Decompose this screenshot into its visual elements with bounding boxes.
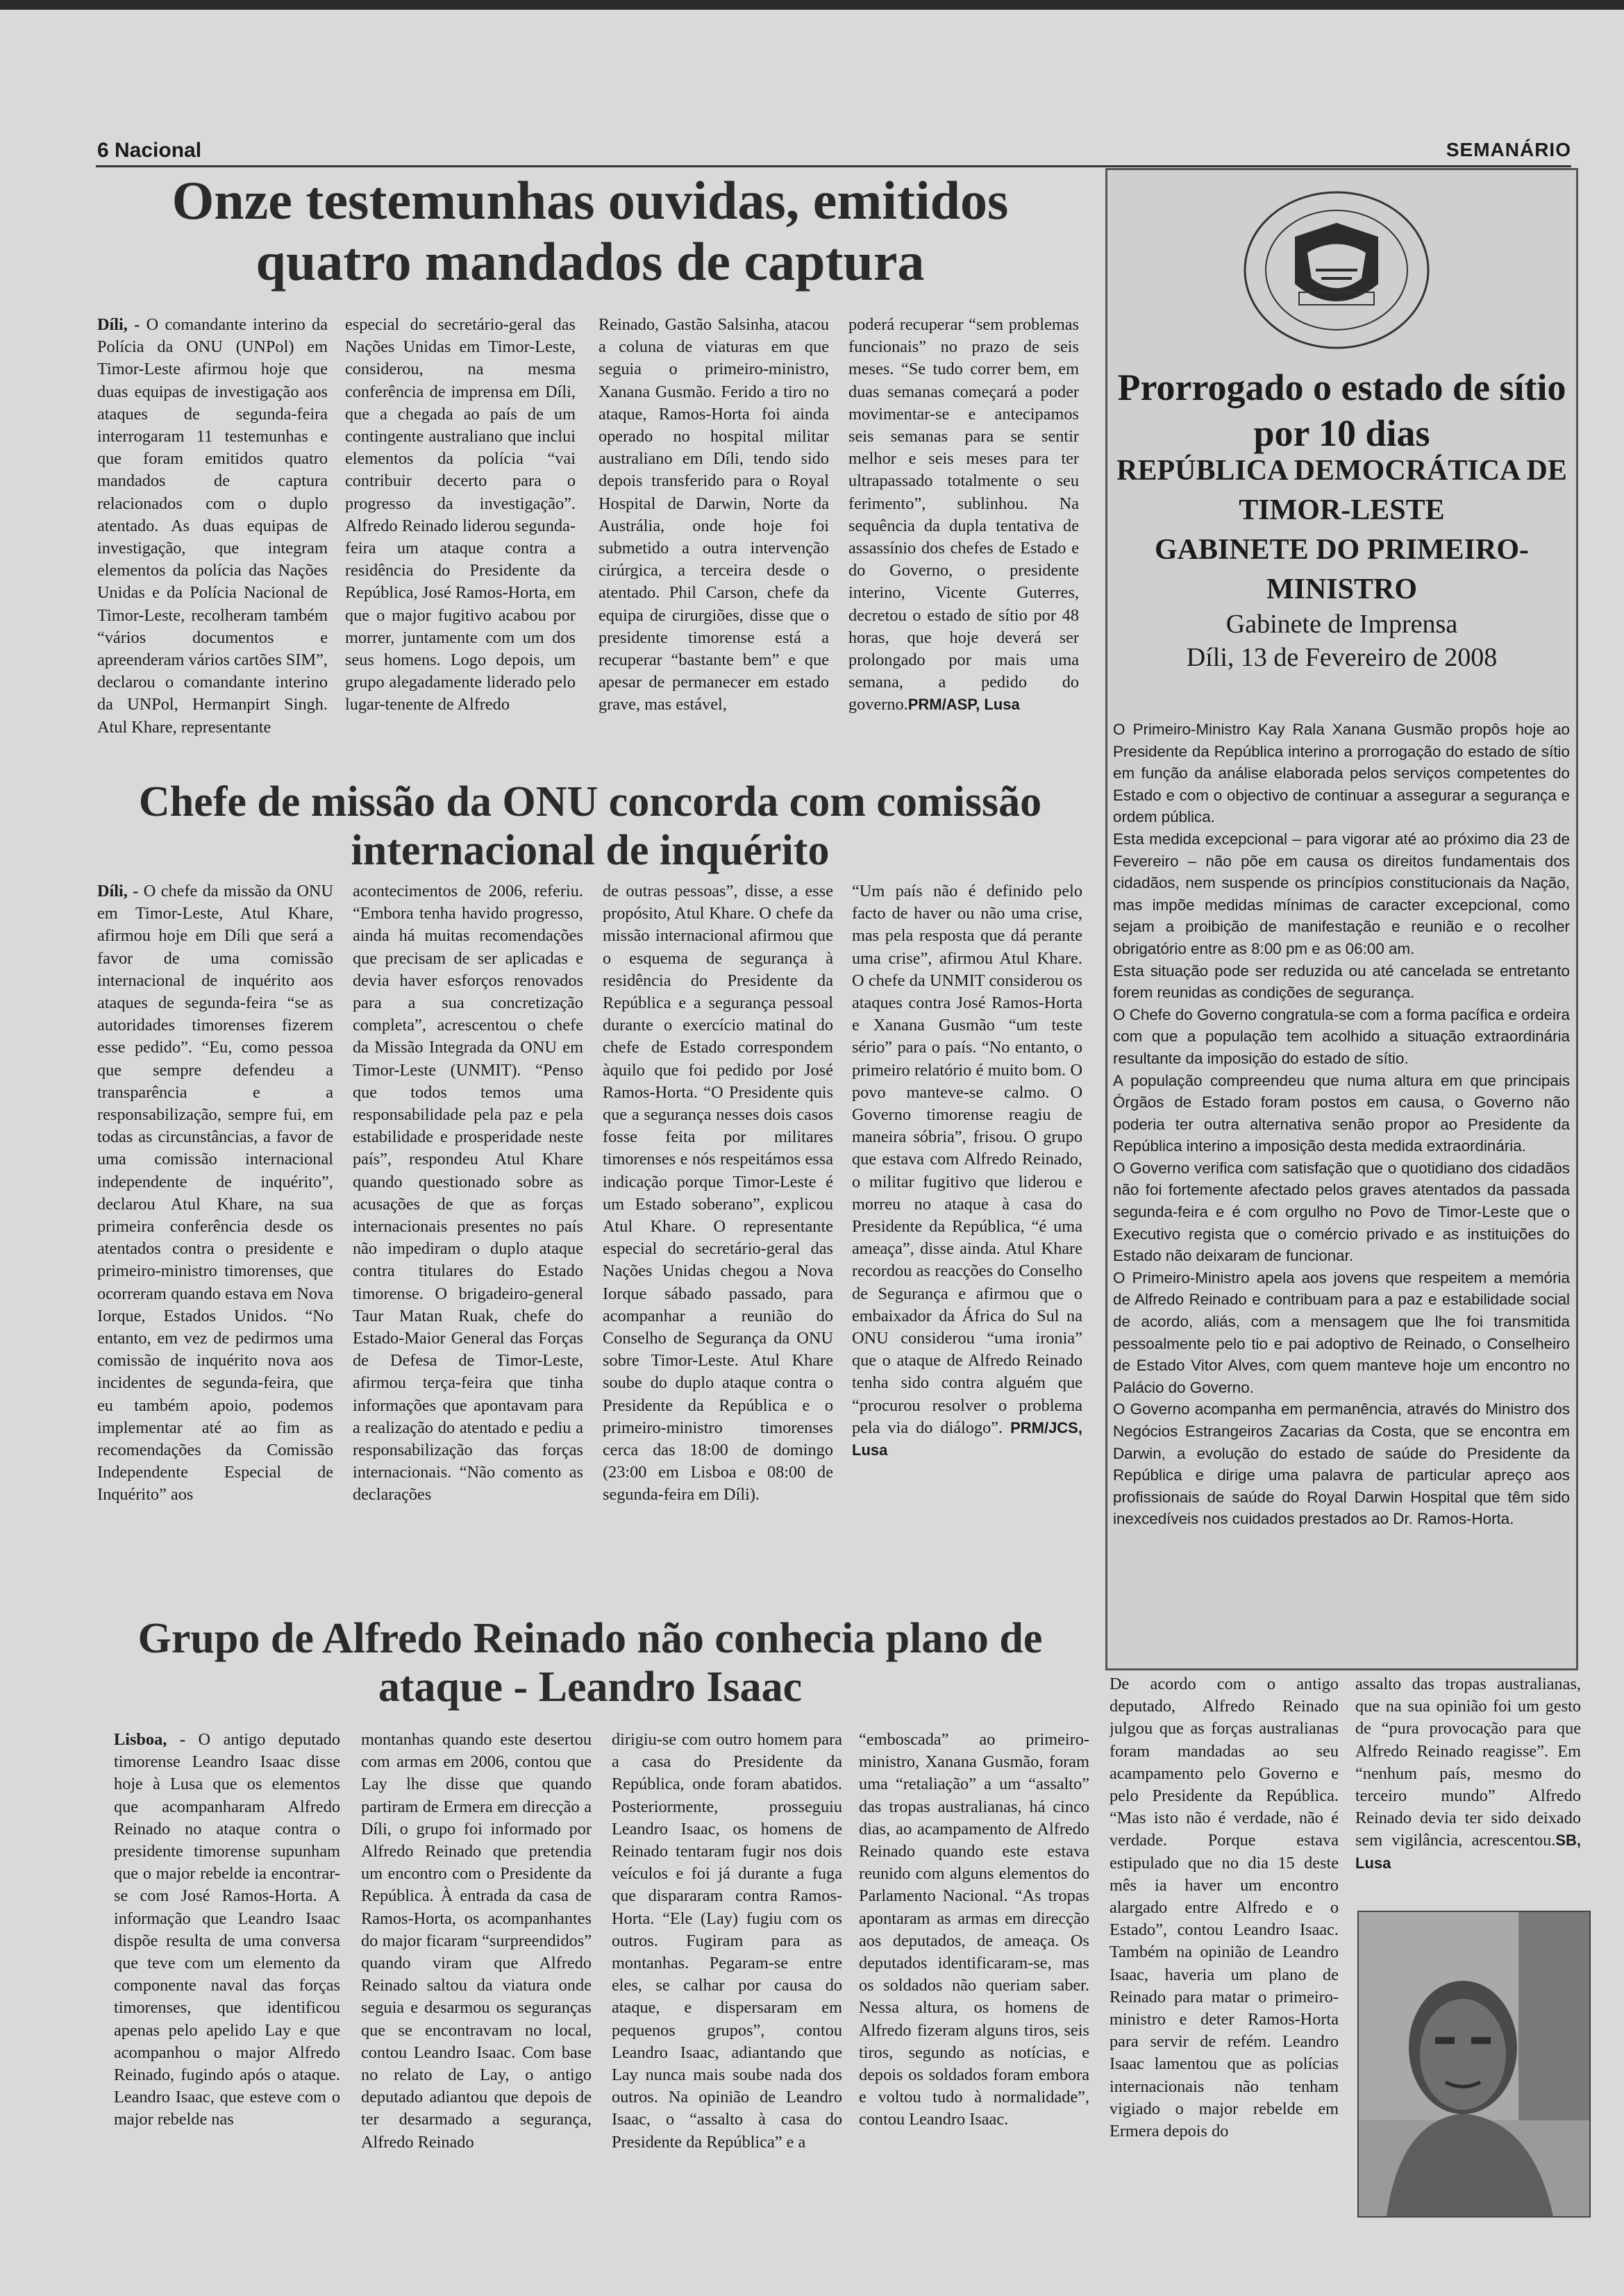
article-3-column-4 xyxy=(859,1729,1089,2230)
page-header xyxy=(96,139,1571,167)
article-3-column-5 xyxy=(1110,1673,1339,2229)
statement-paragraph: A população compreendeu que numa altura em que principais Órgãos de Estado foram postos em causa, o Governo não poderia ter outra alternativa senão propor ao Presidente da República interino a imposição desta medida extraordinária. xyxy=(1113,1071,1570,1155)
article-1-column-1 xyxy=(97,314,328,780)
cabinet-name: GABINETE DO PRIMEIRO-MINISTRO xyxy=(1154,534,1530,605)
statement-title: Prorrogado o estado de sítio por 10 dias xyxy=(1117,367,1566,454)
page-top-border xyxy=(0,0,1624,10)
republic-name: REPÚBLICA DEMOCRÁTICA DE TIMOR-LESTE xyxy=(1116,455,1567,526)
statement-paragraph: O Primeiro-Ministro apela aos jovens que respeitem a memória de Alfredo Reinado e contribuam para a paz e estabilidade social de acordo, aliás, com a mensagem que lhe foi transmitida pessoalmente pelo tio e pai adoptivo de Reinado, o Conselheiro de Estado Vitor Alves, com quem manteve hoje um encontro no Palácio do Governo. xyxy=(1113,1268,1570,1396)
statement-date: Díli, 13 de Fevereiro de 2008 xyxy=(1186,643,1498,672)
article-1-column-2 xyxy=(345,314,576,780)
article-3-dateline: Lisboa, - xyxy=(114,1730,185,1749)
article-1-headline: Onze testemunhas ouvidas, emitidos quatro mandados de captura xyxy=(171,170,1009,292)
article-3-text-6: assalto das tropas australianas, que na sua opinião foi um gesto de “pura provocação para que Alfredo Reinado reagisse”. Em “nenhum país, mesmo do terceiro mundo” Alfredo Reinado devia ter sido deixado sem vigilância, acrescentou. xyxy=(1355,1675,1581,1850)
article-1-text-1: O comandante interino da Polícia da ONU (UNPol) em Timor-Leste afirmou hoje que duas equipas de investigação aos ataques de segunda-feira interrogaram 11 testemunhas e que foram emitidos quatro mandados de captura relacionados com o duplo atentado. As duas equipas de investigação, que integram elementos da polícia das Nações Unidas e da Polícia Nacional de Timor-Leste, recolheram também “vários documentos e apreenderam vários cartões SIM”, declarou o comandante interino da UNPol, Hermanpirt Singh. Atul Khare, representante xyxy=(97,315,328,737)
statement-paragraph: O Governo verifica com satisfação que o quotidiano dos cidadãos não foi fortemente afectado pelos graves atentados da passada segunda-feira e é com orgulho no Povo de Timor-Leste que o Executivo regista que o comércio privado e as instituições do Estado não deixaram de funcionar. xyxy=(1113,1159,1570,1265)
article-3-text-1: O antigo deputado timorense Leandro Isaac disse hoje à Lusa que os elementos que acompanharam Alfredo Reinado no ataque contra o presidente timorense supunham que o major rebelde ia encontrar-se com José Ramos-Horta. A informação que Leandro Isaac dispõe resulta de uma conversa que teve com um elemento da componente naval das forças timorenses, que identificou apenas pelo apelido Lay e que acompanhou o major Alfredo Reinado, fugindo após o ataque. Leandro Isaac, que esteve com o major rebelde nas xyxy=(114,1730,340,2129)
page-section-label: 6 Nacional xyxy=(97,139,202,162)
newspaper-name: SEMANÁRIO xyxy=(1446,139,1571,160)
press-office: Gabinete de Imprensa xyxy=(1225,610,1458,639)
article-1-dateline: Díli, - xyxy=(97,315,140,334)
article-1-signature: PRM/ASP, Lusa xyxy=(907,696,1020,714)
article-1-text-2: especial do secretário-geral das Nações Unidas em Timor-Leste, considerou, na mesma conferência de imprensa em Díli, que a chegada ao país de um contingente australiano que inclui elementos da polícia “vai contribuir decerto para o progresso da investigação”. Alfredo Reinado liderou segunda-feira um ataque contra a residência do Presidente da República, José Ramos-Horta, em que o major fugitivo acabou por morrer, juntamente com um dos seus homens. Logo depois, um grupo alegadamente liderado pelo lugar-tenente de Alfredo xyxy=(345,315,576,714)
article-3-signature: SB, Lusa xyxy=(1355,1832,1581,1872)
government-name xyxy=(1107,451,1576,610)
government-statement-box xyxy=(1105,168,1578,1670)
statement-paragraph: Esta situação pode ser reduzida ou até cancelada se entretanto forem reunidas as condições de segurança. xyxy=(1113,962,1570,1002)
statement-paragraph: O Chefe do Governo congratula-se com a forma pacífica e ordeira com que a população tem acolhido a situação extraordinária resultante da imposição do estado de sítio. xyxy=(1113,1005,1570,1067)
statement-paragraph: O Primeiro-Ministro Kay Rala Xanana Gusmão propôs hoje ao Presidente da República interino a prorrogação do estado de sítio em função da análise elaborada pelos serviços competentes do Estado e com o objectivo de continuar a assegurar a segurança e ordem pública. xyxy=(1113,721,1570,826)
article-2-headline: Chefe de missão da ONU concorda com comissão internacional de inquérito xyxy=(138,778,1042,875)
article-2-text-4: “Um país não é definido pelo facto de haver ou não uma crise, mas pela resposta que dá perante uma crise”, afirmou Atul Khare. O chefe da UNMIT considerou os ataques contra José Ramos-Horta e Xanana Gusmão “um teste sério” para o país. “No entanto, o primeiro relatório é muito bom. O povo manteve-se calmo. O Governo timorense reagiu de maneira sóbria”, frisou. O grupo que estava com Alfredo Reinado, o militar fugitivo que liderou e morreu no ataque à casa do Presidente da República, “é uma ameaça”, disse ainda. Atul Khare recordou as reacções do Conselho de Segurança e afirmou que o embaixador da África do Sul na ONU considerou “uma ironia” que o ataque de Alfredo Reinado tenha sido contra alguém que “procurou resolver o problema pela via do diálogo”. xyxy=(852,882,1082,1437)
article-3-column-2 xyxy=(361,1729,592,2230)
article-1-column-4 xyxy=(848,314,1079,780)
article-3-column-3 xyxy=(612,1729,842,2230)
article-2-text-1: O chefe da missão da ONU em Timor-Leste, Atul Khare, afirmou hoje em Díli que será a favor de uma comissão internacional de inquérito aos ataques de segunda-feira “se as autoridades timorenses fizerem esse pedido”. “Eu, como pessoa que sempre defendeu a transparência e a responsabilização, sempre fui, em todas as circunstâncias, a favor de uma comissão internacional independente de inquérito”, declarou Atul Khare, na sua primeira conferência desde os atentados contra o presidente e primeiro-ministro timorenses, que ocorreram quando estava em Nova Iorque, Estados Unidos. “No entanto, em vez de pedirmos uma comissão de inquérito nova aos incidentes de segunda-feira, que eu também apoio, podemos implementar até ao fim as recomendações da Comissão Independente Especial de Inquérito” aos xyxy=(97,882,333,1505)
article-3-column-1 xyxy=(114,1729,340,2230)
article-2-dateline: Díli, - xyxy=(97,882,139,900)
article-2-text-3: de outras pessoas”, disse, a esse propósito, Atul Khare. O chefe da missão internacional afirmou que o esquema de segurança à residência do Presidente da República e a segurança pessoal durante o exercício matinal do chefe de Estado correspondem àquilo que foi pedido por José Ramos-Horta. “O Presidente quis que a segurança nesses dois casos fosse feita por militares timorenses e nós respeitámos essa indicação porque Timor-Leste é um Estado soberano”, explicou Atul Khare. O representante especial do secretário-geral das Nações Unidas chegou a Nova Iorque sábado passado, para acompanhar a reunião do Conselho de Segurança da ONU sobre Timor-Leste. Atul Khare soube do duplo ataque contra o Presidente da República e o primeiro-ministro timorenses cerca das 18:00 de domingo (23:00 em Lisboa e 08:00 de segunda-feira em Díli). xyxy=(603,882,833,1505)
article-2-signature: PRM/JCS, Lusa xyxy=(852,1418,1082,1459)
article-2-column-3 xyxy=(603,880,833,1619)
article-3-text-5: De acordo com o antigo deputado, Alfredo Reinado julgou que as forças australianas foram mandadas ao seu acampamento pelo Governo e pelo Presidente da República. “Mas isto não é verdade, não é verdade. Porque estava estipulado que no dia 15 deste mês ia haver um encontro alargado entre Alfredo e o Estado”, contou Leandro Isaac. Também na opinião de Leandro Isaac, haveria um plano de Reinado para matar o primeiro-ministro e deter Ramos-Horta para servir de refém. Leandro Isaac lamentou que as polícias internacionais não tenham vigiado o major rebelde em Ermera depois do xyxy=(1110,1675,1339,2141)
article-2-column-2 xyxy=(353,880,583,1619)
timor-leste-seal-icon xyxy=(1239,187,1434,353)
article-2-text-2: acontecimentos de 2006, referiu. “Embora tenha havido progresso, ainda há muitas recomendações que precisam de ser aplicadas e devia haver esforços renovados para a sua concretização completa”, acrescentou o chefe da Missão Integrada da ONU em Timor-Leste (UNMIT). “Penso que todos temos uma responsabilidade pela paz e pela estabilidade e prosperidade neste país”, respondeu Atul Khare quando questionado sobre as acusações de que as forças internacionais presentes no país não impediram o duplo ataque contra titulares do Estado timorense. O brigadeiro-general Taur Matan Ruak, chefe do Estado-Maior General das Forças de Defesa de Timor-Leste, afirmou terça-feira que tinha informações que apontavam para a realização do atentado e pediu a responsabilização das forças internacionais. “Não comento as declarações xyxy=(353,882,583,1505)
article-2-column-1 xyxy=(97,880,333,1619)
article-3-column-6 xyxy=(1355,1673,1581,1909)
press-office-info xyxy=(1107,607,1576,674)
statement-paragraph: O Governo acompanha em permanência, através do Ministro dos Negócios Estrangeiros Zacarias da Costa, que se encontra em Darwin, a evolução do estado de saúde do Presidente da República e dirige uma palavra de particular apreço aos profissionais de saúde do Royal Darwin Hospital que têm sido inexcedíveis nos cuidados prestados ao Dr. Ramos-Horta. xyxy=(1113,1400,1570,1528)
article-3-headline: Grupo de Alfredo Reinado não conhecia plano de ataque - Leandro Isaac xyxy=(137,1615,1043,1711)
article-3-text-3: dirigiu-se com outro homem para a casa do Presidente da República, onde foram abatidos. Posteriormente, prosseguiu Leandro Isaac, os homens de Reinado tentaram fugir nos dois veículos e foi já durante a fuga que dispararam contra Ramos-Horta. “Ele (Lay) fugiu com os outros. Fugiram para as montanhas. Pegaram-se entre eles, se calhar por causa do ataque, e dispersaram em pequenos grupos”, contou Leandro Isaac, adiantando que Lay nunca mais soube nada dos outros. Na opinião de Leandro Isaac, o “assalto à casa do Presidente da República” e a xyxy=(612,1730,842,2152)
article-1-text-4: poderá recuperar “sem problemas funcionais” no prazo de seis meses. “Se tudo correr bem, em duas semanas começará a poder movimentar-se e antecipamos seis semanas para se sentir melhor e seis meses para ter ultrapassado totalmente o seu ferimento”, sublinhou. Na sequência da dupla tentativa de assassínio dos chefes de Estado e do Governo, o presidente interino, Vicente Guterres, decretou o estado de sítio por 48 horas, que hoje deverá ser prolongado por mais uma semana, a pedido do governo. xyxy=(848,315,1079,714)
article-2-column-4 xyxy=(852,880,1082,1619)
article-1-column-3 xyxy=(598,314,829,780)
leandro-isaac-photo xyxy=(1357,1911,1591,2218)
statement-paragraph: Esta medida excepcional – para vigorar até ao próximo dia 23 de Fevereiro – não põe em causa os direitos fundamentais dos cidadãos, nem suspende os princípios constitucionais da Nação, mas impõe medidas mínimas de caracter excepcional, como sejam a proibição de manifestação e reunião e o recolher obrigatório entre as 8:00 pm e as 06:00 am. xyxy=(1113,830,1570,957)
statement-body xyxy=(1113,719,1570,1530)
article-3-text-2: montanhas quando este desertou com armas em 2006, contou que Lay lhe disse que quando partiram de Ermera em direcção a Díli, o grupo foi informado por Alfredo Reinado que pretendia um encontro com o Presidente da República. À entrada da casa de Ramos-Horta, os acompanhantes do major ficaram “surpreendidos” quando viram que Alfredo Reinado saltou da viatura onde seguia e desarmou os seguranças que se encontravam no local, contou Leandro Isaac. Com base no relato de Lay, o antigo deputado adiantou que depois de ter desarmado a segurança, Alfredo Reinado xyxy=(361,1730,592,2152)
article-3-text-4: “emboscada” ao primeiro-ministro, Xanana Gusmão, foram uma “retaliação” a um “assalto” das tropas australianas, há cinco dias, ao acampamento de Alfredo Reinado quando este estava reunido com alguns elementos do Parlamento Nacional. “As tropas apontaram as armas em direcção aos deputados, de ameaça. Os deputados identificaram-se, mas os soldados não queriam saber. Nessa altura, os homens de Alfredo fizeram alguns tiros, seis tiros, segundo as notícias, e depois os soldados foram embora e voltou tudo à normalidade”, contou Leandro Isaac. xyxy=(859,1730,1089,2129)
article-1-text-3: Reinado, Gastão Salsinha, atacou a coluna de viaturas em que seguia o primeiro-ministro, Xanana Gusmão. Ferido a tiro no ataque, Ramos-Horta foi ainda operado no hospital militar australiano em Díli, tendo sido depois transferido para o Royal Hospital de Darwin, Norte da Austrália, onde hoje foi submetido a outra intervenção cirúrgica, a terceira desde o atentado. Phil Carson, chefe da equipa de cirurgiões, disse que o presidente timorense está a recuperar “bastante bem” e que apesar de permanecer em estado grave, mas estável, xyxy=(598,315,829,714)
